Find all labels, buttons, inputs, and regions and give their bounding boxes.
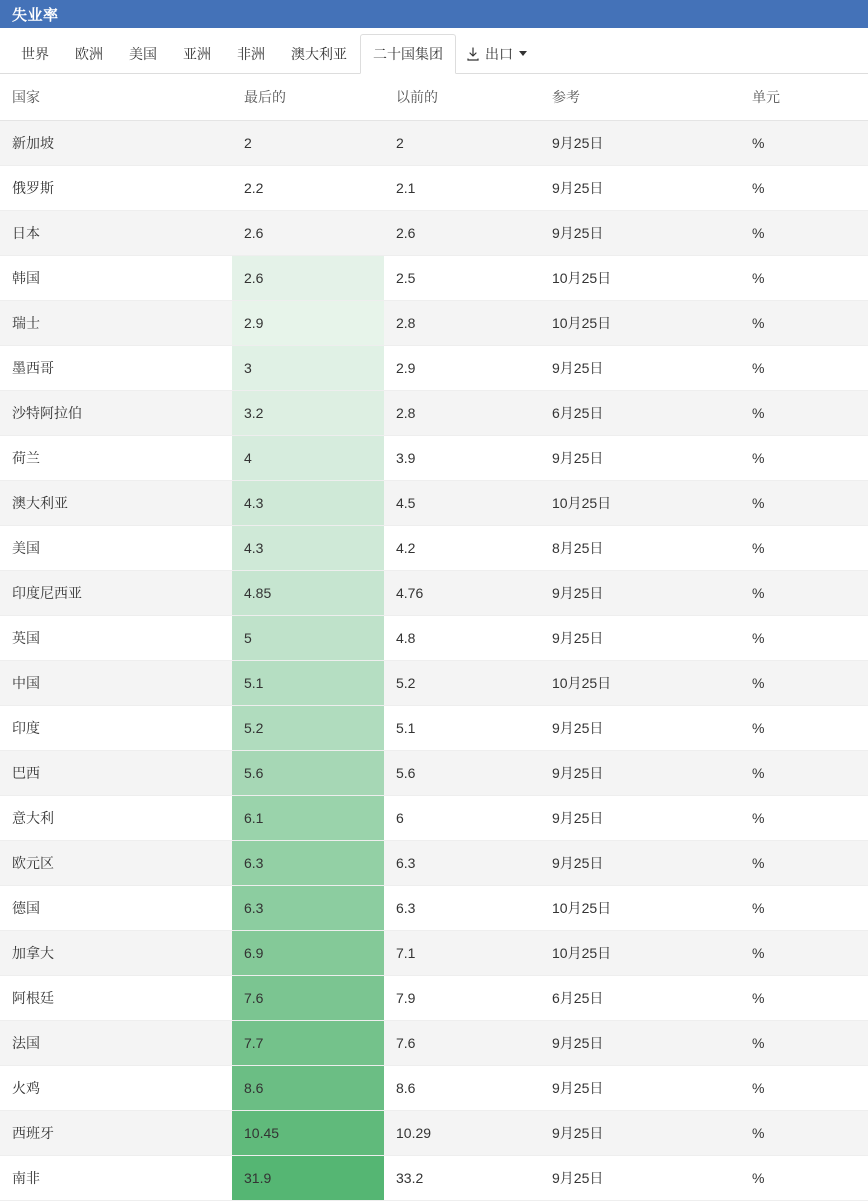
cell-reference: 9月25日 xyxy=(540,436,740,481)
cell-last: 5.2 xyxy=(232,706,384,751)
cell-reference: 6月25日 xyxy=(540,976,740,1021)
cell-reference: 9月25日 xyxy=(540,796,740,841)
table-row[interactable] xyxy=(0,706,868,751)
cell-last: 4.3 xyxy=(232,481,384,526)
unemployment-table xyxy=(0,74,868,1201)
cell-country: 法国 xyxy=(0,1021,232,1066)
cell-previous: 6.3 xyxy=(384,841,540,886)
cell-unit: % xyxy=(740,1021,868,1066)
table-body xyxy=(0,121,868,1201)
cell-country: 瑞士 xyxy=(0,301,232,346)
cell-unit: % xyxy=(740,616,868,661)
cell-reference: 6月25日 xyxy=(540,391,740,436)
tab-asia[interactable] xyxy=(170,34,224,73)
cell-last: 7.7 xyxy=(232,1021,384,1066)
cell-country: 德国 xyxy=(0,886,232,931)
cell-last: 5.1 xyxy=(232,661,384,706)
cell-reference: 9月25日 xyxy=(540,1156,740,1201)
cell-last: 2.2 xyxy=(232,166,384,211)
tab-label: 世界 xyxy=(21,46,49,62)
page-title: 失业率 xyxy=(12,6,59,24)
cell-country: 新加坡 xyxy=(0,121,232,166)
tab-label: 欧洲 xyxy=(75,46,103,62)
table-row[interactable] xyxy=(0,571,868,616)
chevron-down-icon xyxy=(519,51,527,56)
cell-reference: 9月25日 xyxy=(540,571,740,616)
cell-reference: 9月25日 xyxy=(540,211,740,256)
cell-unit: % xyxy=(740,841,868,886)
cell-previous: 3.9 xyxy=(384,436,540,481)
cell-last: 31.9 xyxy=(232,1156,384,1201)
tab-label: 非洲 xyxy=(237,46,265,62)
column-header-country[interactable]: 国家 xyxy=(0,74,232,121)
cell-last: 7.6 xyxy=(232,976,384,1021)
cell-last: 6.3 xyxy=(232,841,384,886)
tab-australia[interactable] xyxy=(278,34,360,73)
cell-reference: 10月25日 xyxy=(540,256,740,301)
table-row[interactable] xyxy=(0,481,868,526)
cell-last: 5 xyxy=(232,616,384,661)
tab-world[interactable] xyxy=(8,34,62,73)
cell-previous: 7.1 xyxy=(384,931,540,976)
cell-previous: 2 xyxy=(384,121,540,166)
cell-country: 南非 xyxy=(0,1156,232,1201)
cell-previous: 5.6 xyxy=(384,751,540,796)
column-header-previous[interactable]: 以前的 xyxy=(384,74,540,121)
cell-reference: 9月25日 xyxy=(540,121,740,166)
cell-last: 4.85 xyxy=(232,571,384,616)
cell-previous: 8.6 xyxy=(384,1066,540,1111)
tab-africa[interactable] xyxy=(224,34,278,73)
cell-reference: 9月25日 xyxy=(540,1021,740,1066)
cell-unit: % xyxy=(740,391,868,436)
cell-unit: % xyxy=(740,751,868,796)
cell-unit: % xyxy=(740,346,868,391)
cell-last: 6.9 xyxy=(232,931,384,976)
tab-label: 澳大利亚 xyxy=(291,46,347,62)
table-row[interactable] xyxy=(0,796,868,841)
tab-label: 亚洲 xyxy=(183,46,211,62)
cell-reference: 8月25日 xyxy=(540,526,740,571)
table-header-row xyxy=(0,74,868,121)
cell-country: 墨西哥 xyxy=(0,346,232,391)
cell-unit: % xyxy=(740,1111,868,1156)
cell-previous: 4.8 xyxy=(384,616,540,661)
table-row[interactable] xyxy=(0,391,868,436)
cell-last: 10.45 xyxy=(232,1111,384,1156)
cell-country: 澳大利亚 xyxy=(0,481,232,526)
cell-unit: % xyxy=(740,931,868,976)
table-header xyxy=(0,74,868,121)
cell-unit: % xyxy=(740,256,868,301)
cell-last: 8.6 xyxy=(232,1066,384,1111)
cell-last: 3 xyxy=(232,346,384,391)
table-row[interactable] xyxy=(0,1156,868,1201)
tab-label: 二十国集团 xyxy=(373,46,443,62)
tab-label: 美国 xyxy=(129,46,157,62)
table-row[interactable] xyxy=(0,751,868,796)
table-row[interactable] xyxy=(0,841,868,886)
cell-unit: % xyxy=(740,1156,868,1201)
cell-country: 火鸡 xyxy=(0,1066,232,1111)
table-row[interactable] xyxy=(0,616,868,661)
cell-reference: 10月25日 xyxy=(540,931,740,976)
cell-reference: 9月25日 xyxy=(540,841,740,886)
cell-previous: 2.8 xyxy=(384,391,540,436)
cell-last: 2.6 xyxy=(232,211,384,256)
cell-country: 加拿大 xyxy=(0,931,232,976)
cell-previous: 4.5 xyxy=(384,481,540,526)
cell-country: 欧元区 xyxy=(0,841,232,886)
table-row[interactable] xyxy=(0,436,868,481)
cell-unit: % xyxy=(740,1066,868,1111)
cell-previous: 7.6 xyxy=(384,1021,540,1066)
cell-reference: 10月25日 xyxy=(540,481,740,526)
table-row[interactable] xyxy=(0,931,868,976)
table-row[interactable] xyxy=(0,526,868,571)
cell-previous: 10.29 xyxy=(384,1111,540,1156)
table-row[interactable] xyxy=(0,886,868,931)
cell-reference: 9月25日 xyxy=(540,1111,740,1156)
export-label: 出口 xyxy=(485,45,513,62)
column-header-last[interactable]: 最后的 xyxy=(232,74,384,121)
cell-last: 6.3 xyxy=(232,886,384,931)
cell-last: 4.3 xyxy=(232,526,384,571)
cell-unit: % xyxy=(740,526,868,571)
cell-reference: 10月25日 xyxy=(540,301,740,346)
cell-previous: 6 xyxy=(384,796,540,841)
tab-europe[interactable] xyxy=(62,34,116,73)
cell-country: 中国 xyxy=(0,661,232,706)
cell-previous: 5.1 xyxy=(384,706,540,751)
cell-country: 印度尼西亚 xyxy=(0,571,232,616)
table-row[interactable] xyxy=(0,301,868,346)
region-tab-bar xyxy=(0,28,868,74)
cell-previous: 5.2 xyxy=(384,661,540,706)
column-header-reference[interactable]: 参考 xyxy=(540,74,740,121)
cell-previous: 4.2 xyxy=(384,526,540,571)
cell-reference: 9月25日 xyxy=(540,346,740,391)
table-row[interactable] xyxy=(0,661,868,706)
cell-unit: % xyxy=(740,796,868,841)
cell-last: 2 xyxy=(232,121,384,166)
cell-country: 西班牙 xyxy=(0,1111,232,1156)
cell-country: 阿根廷 xyxy=(0,976,232,1021)
cell-previous: 7.9 xyxy=(384,976,540,1021)
cell-unit: % xyxy=(740,571,868,616)
cell-unit: % xyxy=(740,436,868,481)
cell-country: 印度 xyxy=(0,706,232,751)
cell-reference: 9月25日 xyxy=(540,616,740,661)
cell-country: 俄罗斯 xyxy=(0,166,232,211)
cell-previous: 2.8 xyxy=(384,301,540,346)
cell-previous: 2.1 xyxy=(384,166,540,211)
cell-country: 荷兰 xyxy=(0,436,232,481)
table-row[interactable] xyxy=(0,346,868,391)
tab-america[interactable] xyxy=(116,34,170,73)
cell-last: 2.6 xyxy=(232,256,384,301)
column-header-unit[interactable]: 单元 xyxy=(740,74,868,121)
cell-unit: % xyxy=(740,886,868,931)
table-row[interactable] xyxy=(0,166,868,211)
cell-unit: % xyxy=(740,301,868,346)
cell-country: 美国 xyxy=(0,526,232,571)
export-button[interactable] xyxy=(456,34,537,73)
cell-unit: % xyxy=(740,976,868,1021)
cell-previous: 6.3 xyxy=(384,886,540,931)
cell-reference: 9月25日 xyxy=(540,751,740,796)
cell-unit: % xyxy=(740,661,868,706)
cell-previous: 2.6 xyxy=(384,211,540,256)
cell-last: 6.1 xyxy=(232,796,384,841)
cell-country: 韩国 xyxy=(0,256,232,301)
cell-unit: % xyxy=(740,166,868,211)
tab-g20[interactable] xyxy=(360,34,456,74)
cell-country: 意大利 xyxy=(0,796,232,841)
cell-unit: % xyxy=(740,121,868,166)
cell-reference: 9月25日 xyxy=(540,166,740,211)
table-row[interactable] xyxy=(0,1021,868,1066)
cell-reference: 10月25日 xyxy=(540,661,740,706)
table-row[interactable] xyxy=(0,211,868,256)
cell-previous: 33.2 xyxy=(384,1156,540,1201)
cell-country: 巴西 xyxy=(0,751,232,796)
table-row[interactable] xyxy=(0,1066,868,1111)
cell-country: 日本 xyxy=(0,211,232,256)
cell-previous: 4.76 xyxy=(384,571,540,616)
table-row[interactable] xyxy=(0,976,868,1021)
cell-reference: 9月25日 xyxy=(540,706,740,751)
table-row[interactable] xyxy=(0,121,868,166)
cell-last: 2.9 xyxy=(232,301,384,346)
title-bar xyxy=(0,0,868,28)
cell-unit: % xyxy=(740,211,868,256)
cell-last: 5.6 xyxy=(232,751,384,796)
cell-country: 英国 xyxy=(0,616,232,661)
cell-reference: 9月25日 xyxy=(540,1066,740,1111)
table-row[interactable] xyxy=(0,1111,868,1156)
cell-last: 3.2 xyxy=(232,391,384,436)
cell-last: 4 xyxy=(232,436,384,481)
cell-reference: 10月25日 xyxy=(540,886,740,931)
cell-previous: 2.5 xyxy=(384,256,540,301)
table-row[interactable] xyxy=(0,256,868,301)
cell-unit: % xyxy=(740,481,868,526)
download-icon xyxy=(466,47,480,61)
cell-country: 沙特阿拉伯 xyxy=(0,391,232,436)
cell-unit: % xyxy=(740,706,868,751)
cell-previous: 2.9 xyxy=(384,346,540,391)
